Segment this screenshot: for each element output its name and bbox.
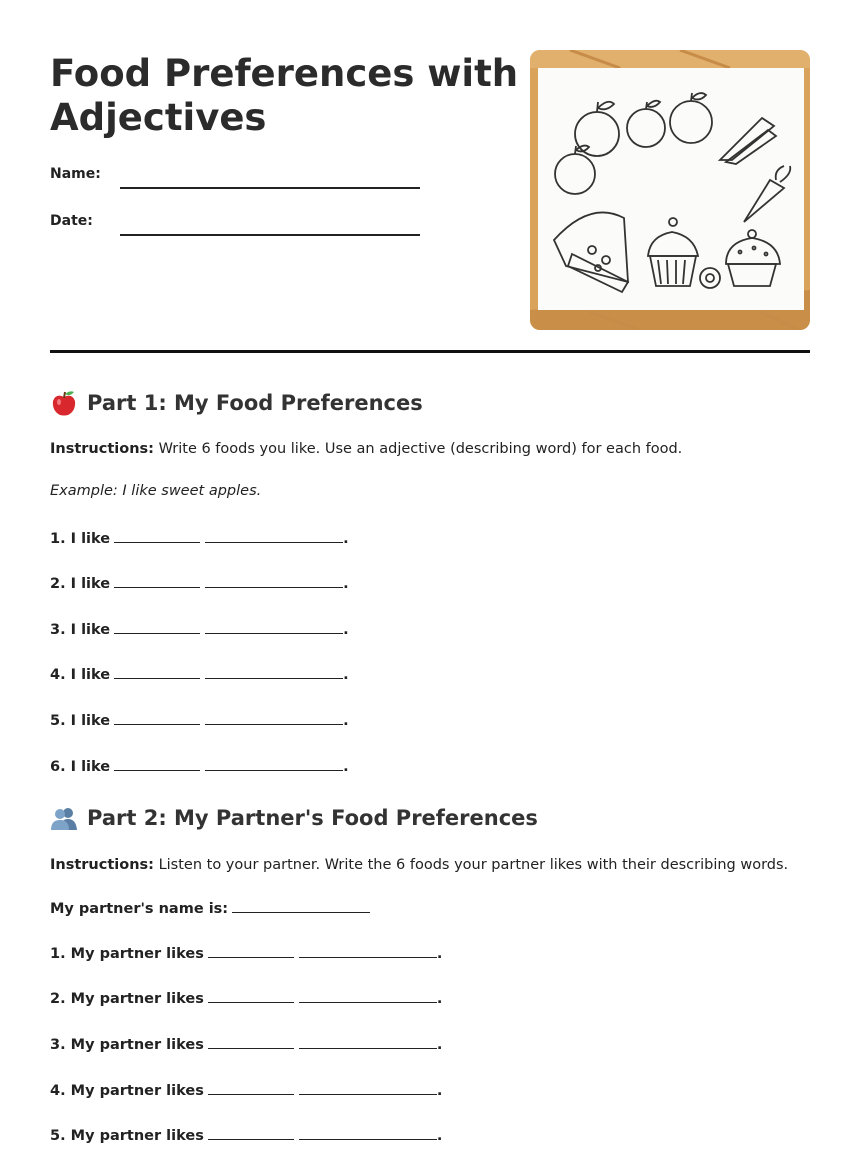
part1-example: Example: I like sweet apples. <box>50 483 262 499</box>
food-coloring-photo <box>530 50 810 330</box>
part1-instructions-text: Write 6 foods you like. Use an adjective (describing word) for each food. <box>153 441 683 457</box>
partner-name-blank[interactable] <box>232 899 370 913</box>
adjective-blank[interactable] <box>114 620 200 634</box>
part2-heading <box>50 804 538 832</box>
item-label: 3. My partner likes <box>50 1037 204 1053</box>
food-blank[interactable] <box>205 574 343 588</box>
adjective-blank[interactable] <box>208 1081 294 1095</box>
adjective-blank[interactable] <box>208 1126 294 1140</box>
part1-heading <box>50 389 423 417</box>
part1-item-3: 3. I like . <box>50 622 349 638</box>
part2-item-2: 2. My partner likes . <box>50 991 443 1007</box>
adjective-blank[interactable] <box>114 665 200 679</box>
page-title: Food Preferences with Adjectives <box>50 52 519 139</box>
part1-item-1: 1. I like . <box>50 531 349 547</box>
people-silhouette-icon <box>50 804 78 832</box>
part1-instructions-label: Instructions: <box>50 441 154 457</box>
item-label: 2. I like <box>50 576 111 592</box>
item-label: 5. I like <box>50 713 111 729</box>
adjective-blank[interactable] <box>114 529 200 543</box>
part1-item-2: 2. I like . <box>50 576 349 592</box>
part2-heading-text: Part 2: My Partner's Food Preferences <box>87 806 538 830</box>
part1-instructions <box>50 441 682 457</box>
part2-item-5: 5. My partner likes . <box>50 1128 443 1144</box>
item-label: 1. I like <box>50 531 111 547</box>
item-label: 3. I like <box>50 622 111 638</box>
part1-item-6: 6. I like . <box>50 759 349 775</box>
item-label: 2. My partner likes <box>50 991 204 1007</box>
header-divider <box>50 350 810 353</box>
red-apple-icon <box>50 389 78 417</box>
food-blank[interactable] <box>205 665 343 679</box>
partner-name-label: My partner's name is: <box>50 901 229 917</box>
part1-item-4: 4. I like . <box>50 667 349 683</box>
date-field[interactable] <box>120 234 420 236</box>
adjective-blank[interactable] <box>208 1035 294 1049</box>
part1-heading-text: Part 1: My Food Preferences <box>87 391 423 415</box>
name-field[interactable] <box>120 187 420 189</box>
adjective-blank[interactable] <box>114 711 200 725</box>
partner-name-line <box>50 899 370 917</box>
food-blank[interactable] <box>299 1126 437 1140</box>
item-label: 4. I like <box>50 667 111 683</box>
food-blank[interactable] <box>205 529 343 543</box>
part2-instructions-text: Listen to your partner. Write the 6 foods your partner likes with their describing words. <box>153 857 789 873</box>
part2-instructions-label: Instructions: <box>50 857 154 873</box>
food-blank[interactable] <box>205 620 343 634</box>
part2-item-4: 4. My partner likes . <box>50 1083 443 1099</box>
part1-item-5: 5. I like . <box>50 713 349 729</box>
item-label: 4. My partner likes <box>50 1083 204 1099</box>
adjective-blank[interactable] <box>114 757 200 771</box>
food-blank[interactable] <box>299 944 437 958</box>
food-blank[interactable] <box>205 757 343 771</box>
adjective-blank[interactable] <box>114 574 200 588</box>
part2-instructions <box>50 857 788 873</box>
name-label: Name: <box>50 166 101 182</box>
part2-item-3: 3. My partner likes . <box>50 1037 443 1053</box>
food-blank[interactable] <box>299 1035 437 1049</box>
item-label: 1. My partner likes <box>50 946 204 962</box>
item-label: 5. My partner likes <box>50 1128 204 1144</box>
adjective-blank[interactable] <box>208 989 294 1003</box>
food-blank[interactable] <box>205 711 343 725</box>
item-label: 6. I like <box>50 759 111 775</box>
adjective-blank[interactable] <box>208 944 294 958</box>
part2-item-1: 1. My partner likes . <box>50 946 443 962</box>
food-blank[interactable] <box>299 989 437 1003</box>
food-blank[interactable] <box>299 1081 437 1095</box>
date-label: Date: <box>50 213 93 229</box>
